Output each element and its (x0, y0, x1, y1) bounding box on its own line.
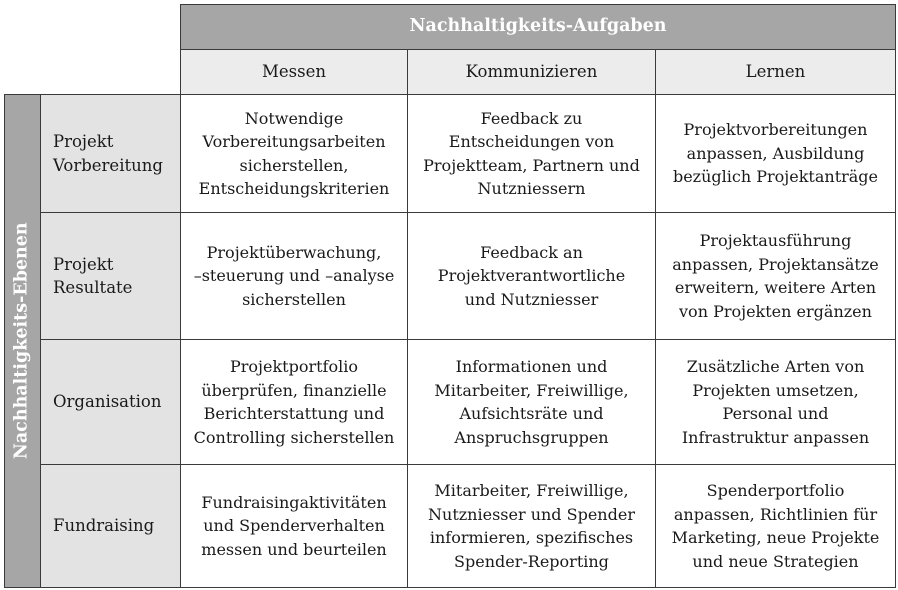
table-cell (407, 94, 656, 213)
column-header-lernen (655, 49, 896, 95)
table-cell (655, 339, 896, 465)
cell-text: Mitarbeiter, Freiwillige, Nutzniesser und Spender informieren, spezifisches Spender-Reporting (428, 481, 635, 571)
table-cell (180, 339, 408, 465)
row-header-organisation (40, 339, 181, 465)
column-header-kommunizieren (407, 49, 656, 95)
cell-text: Spenderportfolio anpassen, Richtlinien für Marketing, neue Projekte und neue Strategien (671, 481, 880, 571)
table-cell (655, 212, 896, 340)
table-cell (180, 94, 408, 213)
row-header-projekt-resultate (40, 212, 181, 340)
table-cell (655, 94, 896, 213)
cell-text: Projektvorbereitungen anpassen, Ausbildung bezüglich Projektanträge (672, 120, 879, 187)
cell-text: Feedback an Projektverantwortliche und Nutzniesser (437, 242, 626, 309)
row-header-projekt-vorbereitung (40, 94, 181, 213)
cell-text: Feedback zu Entscheidungen von Projektteam, Partnern und Nutzniessern (423, 108, 640, 198)
row-label: Fundraising (53, 516, 155, 536)
cell-text: Projektportfolio überprüfen, finanzielle Berichterstattung und Controlling sicherstellen (193, 357, 395, 447)
table-cell (407, 212, 656, 340)
row-label: Projekt Resultate (53, 254, 133, 297)
column-header-messen (180, 49, 408, 95)
table-cell (407, 464, 656, 588)
cell-text: Projektausführung anpassen, Projektansätze erweitern, weitere Arten von Projekten ergänzen (672, 231, 879, 321)
cell-text: Informationen und Mitarbeiter, Freiwillige, Aufsichtsräte und Anspruchsgruppen (434, 357, 629, 447)
row-header-fundraising (40, 464, 181, 588)
column-label: Kommunizieren (465, 62, 598, 82)
row-label: Projekt Vorbereitung (53, 132, 163, 175)
side-header (4, 94, 41, 588)
top-header-label: Nachhaltigkeits-Aufgaben (409, 16, 667, 37)
top-header (180, 4, 896, 50)
table-cell (180, 212, 408, 340)
cell-text: Fundraisingaktivitäten und Spenderverhalten messen und beurteilen (201, 492, 387, 559)
table-cell (655, 464, 896, 588)
column-label: Lernen (745, 62, 806, 82)
cell-text: Notwendige Vorbereitungsarbeiten sicherstellen, Entscheidungskriterien (198, 108, 390, 198)
table-cell (407, 339, 656, 465)
side-header-label: Nachhaltigkeits-Ebenen (11, 222, 32, 460)
row-label: Organisation (53, 392, 162, 412)
cell-text: Zusätzliche Arten von Projekten umsetzen, Personal und Infrastruktur anpassen (681, 357, 870, 447)
column-label: Messen (262, 62, 326, 82)
cell-text: Projektüberwachung, –steuerung und –analyse sicherstellen (193, 242, 395, 309)
table-cell (180, 464, 408, 588)
